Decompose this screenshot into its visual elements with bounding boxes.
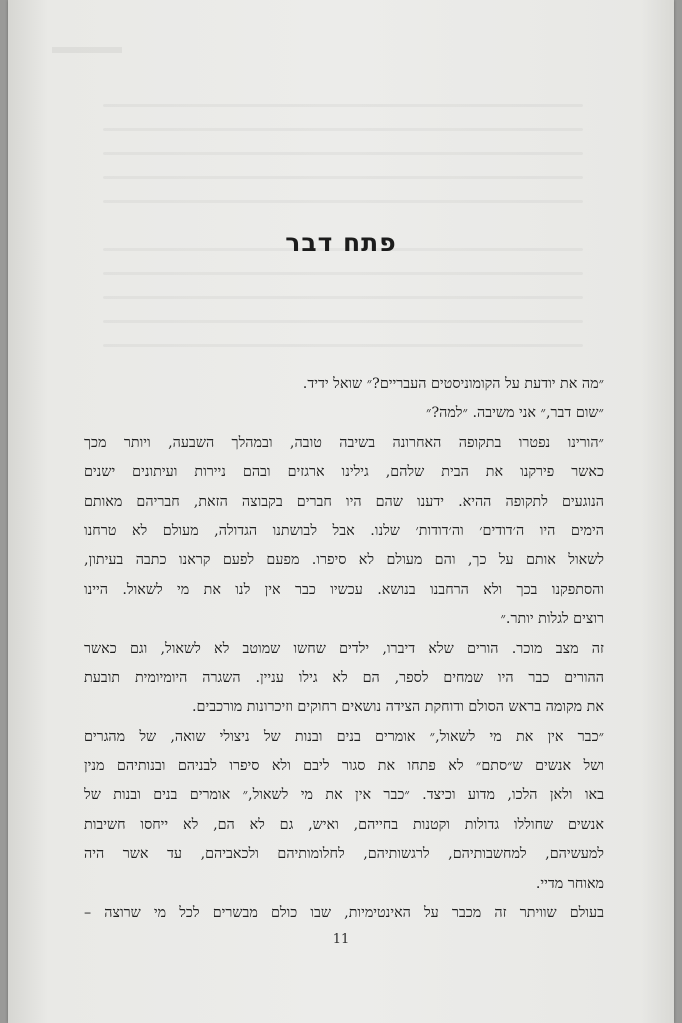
text-line: כאשר פירקנו את הבית שלהם, גילינו ארגזים ובהם ניירות ועיתונים ישנים <box>84 464 604 481</box>
text-line: ושל אנשים ש״סתם״ לא פתחו את סגור ליבם ולא סיפרו לבניהם ובנותיהם מנין <box>84 758 604 775</box>
text-line: ההורים כבר היו שמחים לספר, הם לא גילו עניין. השגרה היומיומית תובעת <box>84 669 604 686</box>
bleed-through-line <box>103 128 583 131</box>
text-line: זה מצב מוכר. הורים שלא דיברו, ילדים שחשו שמוטב לא לשאול, וגם כאשר <box>84 640 604 657</box>
bleed-through-line <box>103 296 583 299</box>
body-text <box>84 370 604 928</box>
text-line: את מקומה בראש הסולם ודוחקת הצידה נושאים רחוקים וזיכרונות מורכבים. <box>192 699 604 716</box>
bleed-through-header <box>52 47 122 53</box>
bleed-through-line <box>103 104 583 107</box>
bleed-through-line <box>103 200 583 203</box>
bleed-through-line <box>103 176 583 179</box>
text-line: מאוחר מדיי. <box>535 875 604 892</box>
text-line: ״מה את יודעת על הקומוניסטים העבריים?״ שואל ידיד. <box>302 376 604 392</box>
text-line: ״כבר אין את מי לשאול,״ אומרים בנים ובנות של ניצולי שואה, של מהגרים <box>84 728 604 745</box>
book-page <box>8 0 674 1023</box>
text-line: אנשים שחוללו גדולות וקטנות בחייהם, ואיש, גם לא הם, לא ייחסו חשיבות <box>84 816 604 833</box>
text-line: ״הורינו נפטרו בתקופה האחרונה בשיבה טובה, ובמהלך השבעה, ויותר מכך <box>84 434 604 451</box>
bleed-through-line <box>103 344 583 347</box>
text-line: הימים היו ה׳דודים׳ וה׳דודות׳ שלנו. אבל לבושתנו הגדולה, מעולם לא טרחנו <box>84 522 604 539</box>
text-line: רוצים לגלות יותר.״ <box>500 611 604 628</box>
text-line: לשאול אותם על כך, והם מעולם לא סיפרו. מפעם לפעם קראנו כתבה בעיתון, <box>84 552 604 569</box>
text-line: למעשיהם, למחשבותיהם, לרגשותיהם, לחלומותיהם ולכאביהם, עד אשר היה <box>84 846 604 863</box>
bleed-through-line <box>103 320 583 323</box>
text-line: ״שום דבר,״ אני משיבה. ״למה?״ <box>426 405 604 422</box>
bleed-through-line <box>103 152 583 155</box>
bleed-through-line <box>103 272 583 275</box>
text-line: בעולם שוויתר זה מכבר על האינטימיות, שבו כולם מבשרים לכל מי שרוצה – <box>84 905 604 922</box>
text-line: הנוגעים לתקופה ההיא. ידענו שהם היו חברים בקבוצה הזאת, חבריהם מאותם <box>84 493 604 510</box>
page-number: 11 <box>332 932 350 947</box>
text-line: והסתפקנו בכך ולא הרחבנו בנושא. עכשיו כבר אין לנו את מי לשאול. היינו <box>84 581 604 598</box>
chapter-title: פתח דבר <box>285 228 397 257</box>
text-line: באו ולאן הלכו, מדוע וכיצד. ״כבר אין את מי לשאול,״ אומרים בנים ובנות של <box>84 787 604 804</box>
